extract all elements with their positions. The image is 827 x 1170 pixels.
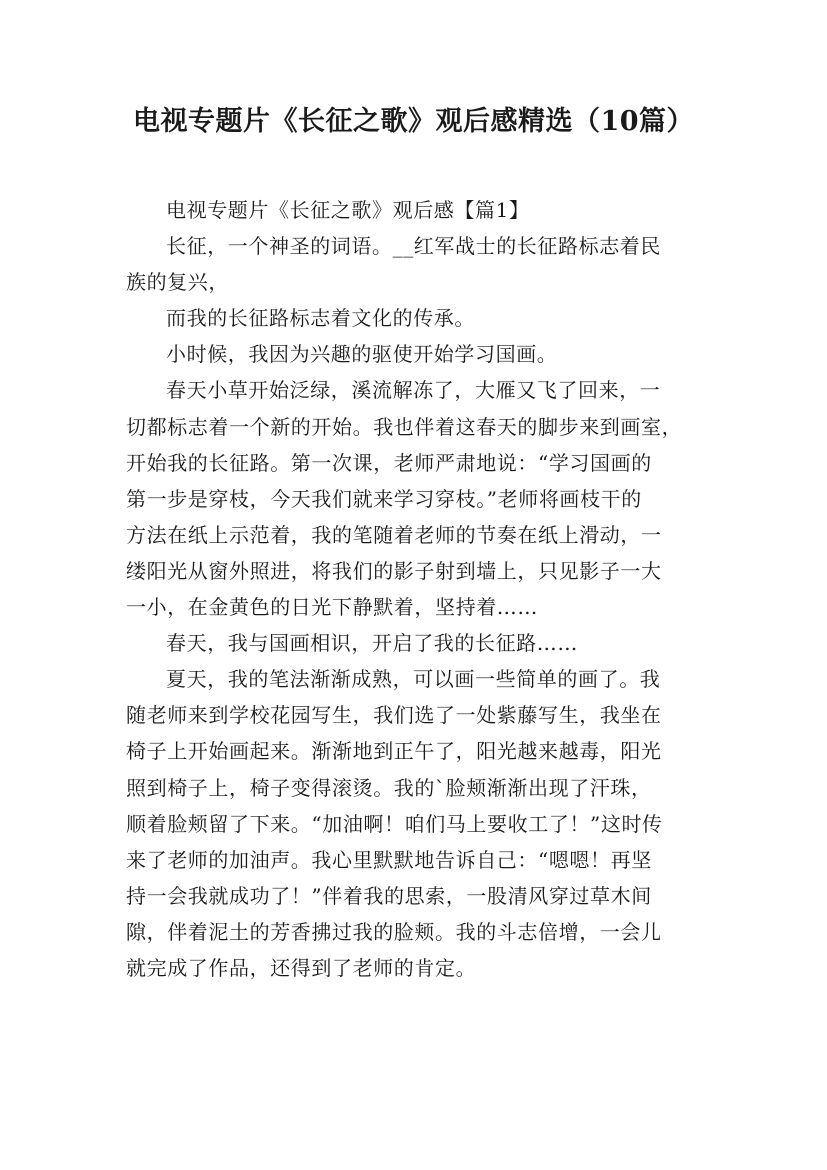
text-line: 长征，一个神圣的词语。__红军战士的长征路标志着民 (166, 234, 661, 259)
text-line: 方法在纸上示范着，我的笔随着老师的节奏在纸上滑动，一 (126, 522, 662, 547)
document-body (126, 192, 704, 986)
text-line: 缕阳光从窗外照进，将我们的影子射到墙上，只见影子一大 (126, 558, 662, 583)
paragraph (126, 661, 704, 986)
paragraph (126, 625, 704, 661)
text-line: 持一会我就成功了！”伴着我的思索，一股清风穿过草木间 (126, 883, 652, 908)
text-line: 开始我的长征路。第一次课，老师严肃地说：“学习国画的 (126, 450, 652, 475)
paragraph (126, 300, 704, 336)
text-line: 就完成了作品，还得到了老师的肯定。 (126, 955, 477, 980)
text-line: 随老师来到学校花园写生，我们选了一处紫藤写生，我坐在 (126, 703, 662, 728)
text-line: 椅子上开始画起来。渐渐地到正午了，阳光越来越毒，阳光 (126, 739, 662, 764)
text-line: 照到椅子上，椅子变得滚烫。我的`脸颊渐渐出现了汗珠， (126, 775, 652, 800)
paragraph (126, 372, 704, 625)
text-line: 夏天，我的笔法渐渐成熟，可以画一些简单的画了。我 (166, 667, 661, 692)
text-line: 小时候，我因为兴趣的驱使开始学习国画。 (166, 342, 558, 367)
text-line: 顺着脸颊留了下来。“加油啊！咱们马上要收工了！”这时传 (126, 811, 663, 836)
text-line: 春天，我与国画相识，开启了我的长征路…… (166, 631, 578, 656)
document-title: 电视专题片《长征之歌》观后感精选（10篇） (132, 106, 695, 137)
text-line: 族的复兴， (126, 270, 229, 295)
text-line: 第一步是穿枝，今天我们就来学习穿枝。”老师将画枝干的 (126, 486, 642, 511)
text-line: 切都标志着一个新的开始。我也伴着这春天的脚步来到画室， (126, 414, 683, 439)
text-line: 隙，伴着泥土的芳香拂过我的脸颊。我的斗志倍增，一会儿 (126, 919, 662, 944)
text-line: 而我的长征路标志着文化的传承。 (166, 306, 475, 331)
text-line: 电视专题片《长征之歌》观后感【篇1】 (166, 198, 530, 222)
text-line: 一小，在金黄色的日光下静默着，坚持着…… (126, 595, 538, 620)
paragraph (126, 336, 704, 372)
text-line: 春天小草开始泛绿，溪流解冻了，大雁又飞了回来，一 (166, 378, 661, 403)
section-heading (126, 192, 704, 228)
paragraph (126, 228, 704, 300)
text-line: 来了老师的加油声。我心里默默地告诉自己：“嗯嗯！再坚 (126, 847, 652, 872)
